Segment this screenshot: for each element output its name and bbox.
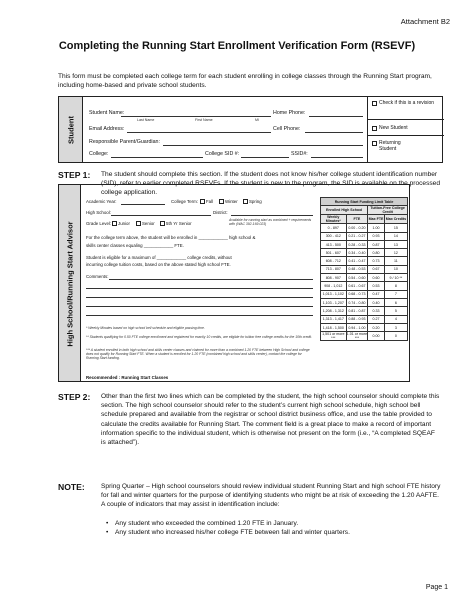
academic-year-label: Academic Year: bbox=[86, 199, 117, 204]
student-section-label: Student bbox=[59, 97, 83, 162]
table-row: 808 - 907 0.54 - 0.60 0.60 9 / 10 ** bbox=[321, 274, 408, 282]
academic-year-field[interactable] bbox=[121, 204, 165, 205]
list-item: • Any student who increased his/her college FTE between fall and winter quarters. bbox=[106, 529, 350, 536]
new-student-label: New Student bbox=[379, 125, 408, 131]
table-row: 0 - 897 0.00 - 0.20 1.00 15 bbox=[321, 224, 408, 232]
student-name-label: Student Name: bbox=[89, 110, 125, 116]
winter-label: Winter bbox=[225, 199, 238, 204]
email-label: Email Address: bbox=[89, 126, 125, 132]
table-row: 1,013 - 1,102 0.68 - 0.73 0.47 7 bbox=[321, 290, 408, 298]
college-sid-field[interactable] bbox=[241, 157, 289, 158]
comments-field-5[interactable] bbox=[86, 315, 313, 316]
tuition-free-header: Tuition-Free College Credit bbox=[368, 206, 408, 215]
intro-paragraph: This form must be completed each college term for each student enrolling in college classes through the Running Start program, including home-based and private school students. bbox=[58, 73, 432, 89]
step2-text: Other than the first two lines which can be completed by the student, the high school counselor should complete this section. The high school counselor should refer to the student’s current high school schedule, high school bell schedule prepared and available from the registrar or school district business office, and use the table provided to calculate the credits available for Running Start. The comment field is a great place to make a record of important information specific to the individual student, which is otherwise not present on the form (i.e., “A completed SQEAF is attached”). bbox=[101, 393, 440, 447]
step2-label: STEP 2: bbox=[58, 392, 91, 402]
comments-field-4[interactable] bbox=[86, 306, 313, 307]
returning-student-label: Returning Student bbox=[379, 140, 401, 152]
col-max-fte: Max FTE bbox=[368, 215, 385, 224]
college-field[interactable] bbox=[111, 157, 203, 158]
high-school-field[interactable] bbox=[111, 215, 211, 216]
senior-checkbox[interactable] bbox=[136, 221, 141, 226]
parent-field[interactable] bbox=[163, 145, 363, 146]
footnote-3: *** A student enrolled in both high school and skills center classes and claimed for more than a combined 1.20 FTE between High School and college does not qualify for Running Start FTE. When a student is enrolled for 1.20 FTE (combined high school and skills center), contact the college for Running Start funding. bbox=[86, 348, 310, 360]
footnote-1: * Weekly Minutes based on high school bell schedule and eligible passing time. bbox=[86, 326, 205, 330]
spring-label: Spring bbox=[249, 199, 262, 204]
email-field[interactable] bbox=[127, 132, 271, 133]
table-row: 1,208 - 1,312 0.81 - 0.87 0.33 5 bbox=[321, 307, 408, 315]
table-row: 1,418 - 1,500 0.94 - 1.00 0.20 3 bbox=[321, 323, 408, 331]
comments-field-2[interactable] bbox=[86, 288, 313, 289]
skills-center-line: skills center classes equaling ____________ FTE. bbox=[86, 243, 184, 248]
junior-checkbox[interactable] bbox=[112, 221, 117, 226]
tuition-line: incurring college tuition costs, based on the above stated high school FTE. bbox=[86, 262, 231, 267]
table-row: 413 - 500 0.28 - 0.33 0.87 13 bbox=[321, 240, 408, 248]
recommend-label: Recommended : Running Start Classes bbox=[86, 375, 169, 380]
fall-checkbox[interactable] bbox=[200, 199, 205, 204]
winter-checkbox[interactable] bbox=[219, 199, 224, 204]
comments-field-1[interactable] bbox=[109, 279, 313, 280]
page-number: Page 1 bbox=[425, 584, 448, 591]
district-field[interactable] bbox=[231, 215, 313, 216]
attachment-label: Attachment B2 bbox=[400, 17, 450, 26]
parent-label: Responsible Parent/Guardian: bbox=[89, 139, 160, 145]
junior-label: Junior bbox=[118, 221, 130, 226]
cell-phone-field[interactable] bbox=[305, 132, 363, 133]
bullet-icon: • bbox=[106, 529, 109, 536]
student-name-field[interactable] bbox=[121, 116, 271, 117]
step1-text: The student should complete this section. If the student does not know his/her college student identification number (SID), refer to earlier completed RSEVFs. If the student is new to the program, the SID is available on the processed college application. bbox=[101, 171, 441, 197]
table-row: 1,103 - 1,207 0.74 - 0.80 0.40 6 bbox=[321, 298, 408, 306]
advisor-section bbox=[58, 184, 410, 382]
spring-checkbox[interactable] bbox=[243, 199, 248, 204]
comments-label: Comments: bbox=[86, 274, 109, 279]
home-phone-field[interactable] bbox=[309, 116, 363, 117]
fifth-year-senior-checkbox[interactable] bbox=[160, 221, 165, 226]
comments-field-3[interactable] bbox=[86, 297, 313, 298]
table-row: 713 - 807 0.48 - 0.53 0.67 10 bbox=[321, 265, 408, 273]
col-fte: FTE bbox=[346, 215, 368, 224]
ssid-label: SSID#: bbox=[291, 151, 308, 157]
district-label: District: bbox=[213, 210, 228, 215]
grade-level-label: Grade Level: bbox=[86, 221, 112, 226]
table-row: 1,313 - 1,417 0.88 - 0.93 0.27 4 bbox=[321, 315, 408, 323]
list-item: • Any student who exceeded the combined 1.20 FTE in January. bbox=[106, 520, 299, 527]
enrollment-line: For the college term above, the student will be enrolled in ____________ high school & bbox=[86, 235, 256, 240]
bullet-icon: • bbox=[106, 520, 109, 527]
first-name-sublabel: First Name bbox=[195, 118, 213, 122]
eligibility-note: Available for running start as combined + requirements with (WAC 392-169-023) bbox=[229, 218, 312, 226]
col-weekly-minutes: Weekly Minutes* bbox=[321, 215, 347, 224]
returning-student-checkbox[interactable] bbox=[372, 141, 377, 146]
page-title: Completing the Running Start Enrollment Verification Form (RSEVF) bbox=[58, 40, 416, 52]
student-section bbox=[58, 96, 443, 163]
last-name-sublabel: Last Name bbox=[137, 118, 155, 122]
funding-limit-table bbox=[320, 197, 408, 341]
table-row: 908 - 1,012 0.61 - 0.67 0.53 8 bbox=[321, 282, 408, 290]
note-text: Spring Quarter – High school counselors should review individual student Running Start and high school FTE history for fall and winter quarters for the purpose of identifying students who might be at risk of exceeding the 1.20 AAFTE. A couple of indicators that may assist in identification include: bbox=[101, 483, 441, 509]
new-student-checkbox[interactable] bbox=[372, 126, 377, 131]
enrolled-hs-header: Enrolled High School bbox=[321, 206, 368, 215]
table-row: 501 - 607 0.34 - 0.40 0.80 12 bbox=[321, 249, 408, 257]
fall-label: Fall bbox=[206, 199, 214, 204]
college-label: College: bbox=[89, 151, 109, 157]
table-row: 1,501 or more *** 1.01 or more *** 0.00 0 bbox=[321, 332, 408, 341]
student-status-column bbox=[367, 97, 443, 162]
revision-label: Check if this is a revision bbox=[379, 100, 435, 106]
college-sid-label: College SID #: bbox=[205, 151, 240, 157]
funding-table-title: Running Start Funding Limit Table bbox=[321, 198, 408, 206]
table-row: 300 - 412 0.21 - 0.27 0.93 14 bbox=[321, 232, 408, 240]
col-max-credits: Max Credits bbox=[384, 215, 407, 224]
home-phone-label: Home Phone: bbox=[273, 110, 306, 116]
note-label: NOTE: bbox=[58, 482, 85, 492]
fifth-year-senior-label: 5th Yr Senior bbox=[166, 221, 192, 226]
high-school-label: High School: bbox=[86, 210, 111, 215]
mi-sublabel: MI bbox=[255, 118, 259, 122]
footnote-2: ** Students qualifying for 0.50 FTE college enrollment and registered for exactly 10 credits, are eligible for tuition free college credits for the 10th credit. bbox=[86, 335, 312, 339]
revision-checkbox[interactable] bbox=[372, 101, 377, 106]
eligible-credits-line: Student is eligible for a maximum of ____________ college credits, without bbox=[86, 255, 232, 260]
cell-phone-label: Cell Phone: bbox=[273, 126, 301, 132]
college-term-label: College Term: bbox=[171, 199, 199, 204]
step1-label: STEP 1: bbox=[58, 170, 91, 180]
table-row: 608 - 712 0.41 - 0.47 0.73 11 bbox=[321, 257, 408, 265]
funding-table-body bbox=[321, 224, 408, 341]
ssid-field[interactable] bbox=[311, 157, 363, 158]
advisor-section-label: High School/Running Start Advisor bbox=[59, 185, 81, 382]
senior-label: Senior bbox=[142, 221, 155, 226]
